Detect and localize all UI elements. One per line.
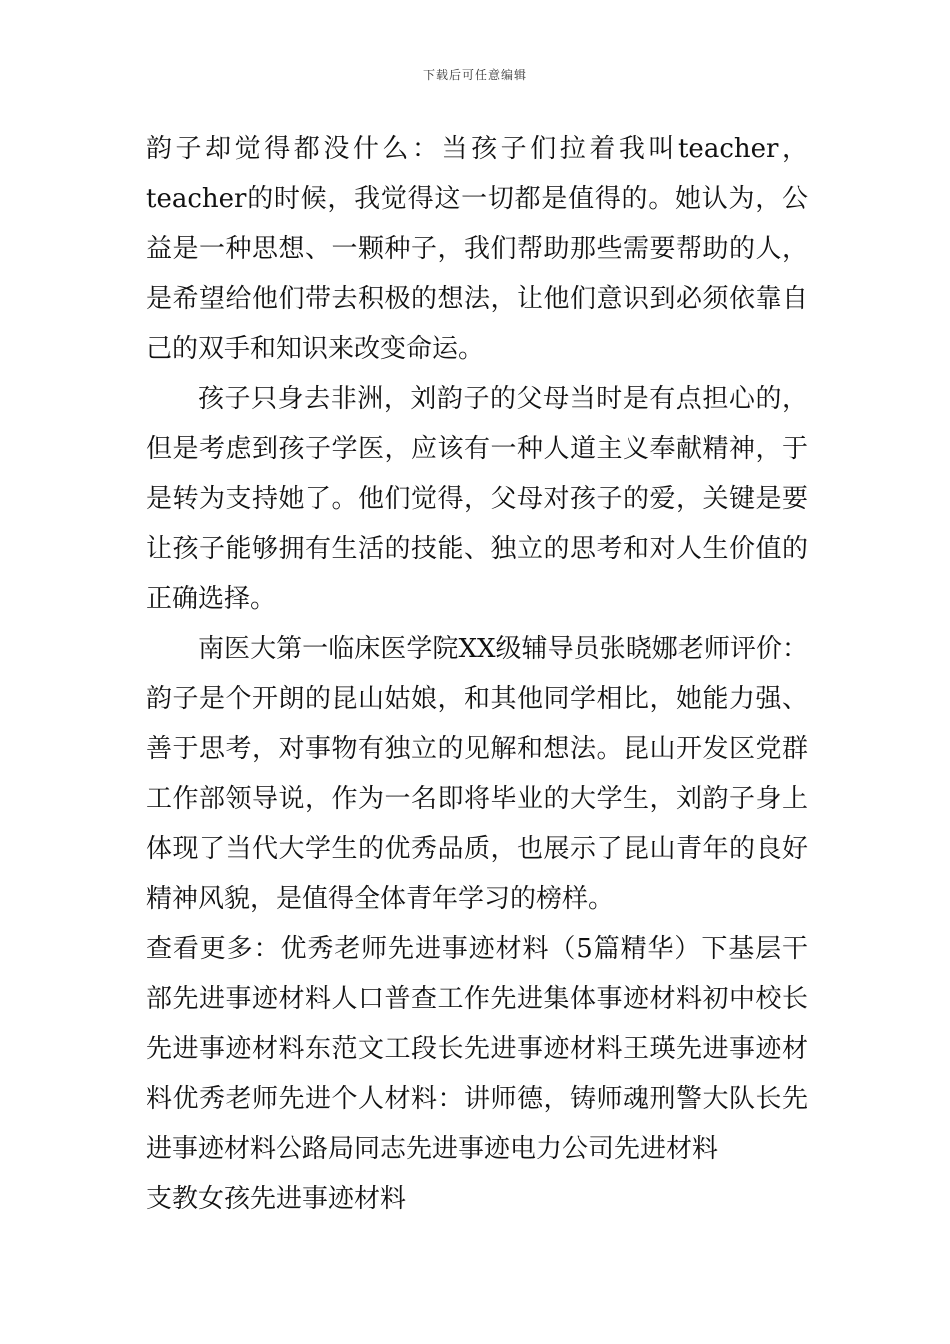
paragraph-1: 韵子却觉得都没什么：当孩子们拉着我叫teacher，teacher的时候，我觉得这一切都是值得的。她认为，公益是一种思想、一颗种子，我们帮助那些需要帮助的人，是希望给他们带去积极的想法，让他们意识到必须依靠自己的双手和知识来改变命运。 — [146, 134, 808, 364]
paragraph-2: 孩子只身去非洲，刘韵子的父母当时是有点担心的，但是考虑到孩子学医，应该有一种人道主义奉献精神，于是转为支持她了。他们觉得，父母对孩子的爱，关键是要让孩子能够拥有生活的技能、独立的思考和对人生价值的正确选择。 — [146, 384, 808, 614]
document-title-footer: 支教女孩先进事迹材料 — [146, 1184, 407, 1214]
document-body — [146, 124, 808, 1224]
page-header: 下载后可任意编辑 — [422, 68, 527, 82]
paragraph-3: 南医大第一临床医学院XX级辅导员张晓娜老师评价：韵子是个开朗的昆山姑娘，和其他同学相比，她能力强、善于思考，对事物有独立的见解和想法。昆山开发区党群工作部领导说，作为一名即将毕业的大学生，刘韵子身上体现了当代大学生的优秀品质，也展示了昆山青年的良好精神风貌，是值得全体青年学习的榜样。 — [146, 634, 808, 914]
more-links-paragraph: 查看更多：优秀老师先进事迹材料（5篇精华）下基层干部先进事迹材料人口普查工作先进集体事迹材料初中校长先进事迹材料东范文工段长先进事迹材料王瑛先进事迹材料优秀老师先进个人材料：讲师德，铸师魂刑警大队长先进事迹材料公路局同志先进事迹电力公司先进材料 — [146, 934, 808, 1164]
